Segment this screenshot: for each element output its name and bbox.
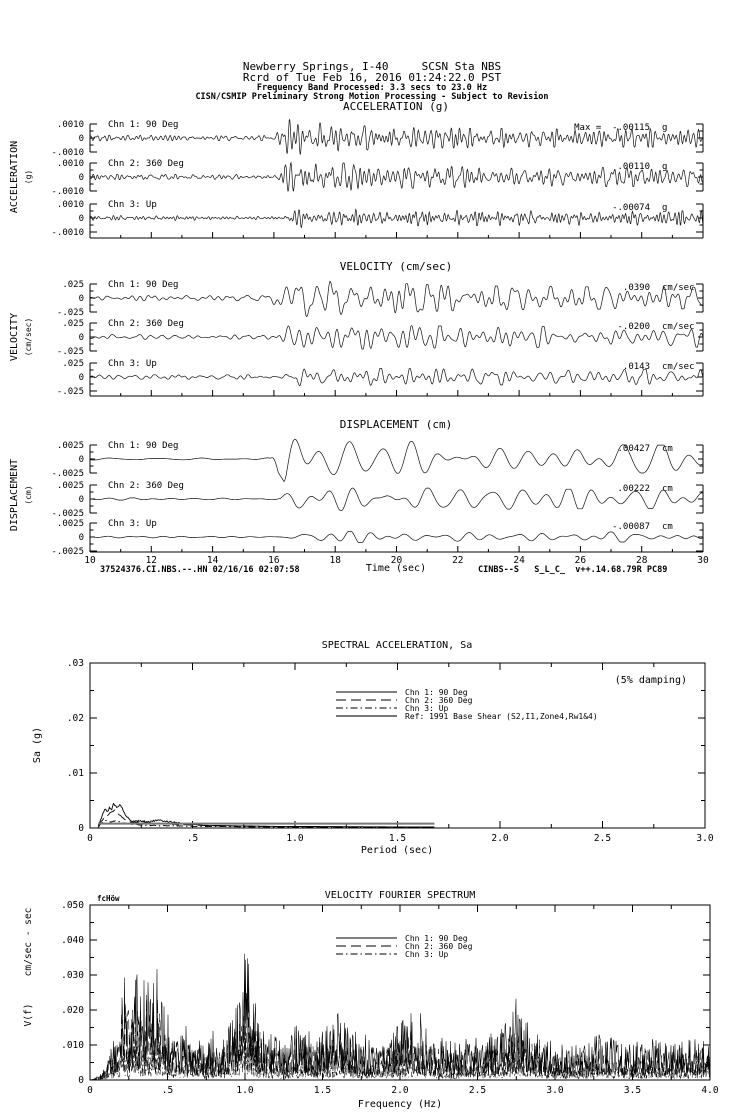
fourier-x-tick-label: 4.0 xyxy=(701,1085,719,1096)
fourier-y-axis-quantity: V(f) xyxy=(23,1003,34,1027)
channel-label: Chn 3: Up xyxy=(108,200,157,210)
velocity-title: VELOCITY (cm/sec) xyxy=(339,260,453,273)
channel-left-axis-bracket xyxy=(90,163,97,191)
y-tick-label: .025 xyxy=(62,319,84,329)
waveform-trace xyxy=(90,282,703,317)
y-tick-label: -.0025 xyxy=(51,547,84,557)
fourier-title: VELOCITY FOURIER SPECTRUM xyxy=(324,890,476,901)
displacement-axis-label: DISPLACEMENT xyxy=(9,458,20,532)
y-tick-label: -.025 xyxy=(56,347,84,357)
sa-spectrum-curve xyxy=(98,810,434,827)
fourier-y-tick-label: .050 xyxy=(61,900,84,911)
peak-unit-label: cm/sec xyxy=(662,283,695,293)
channel-label: Chn 1: 90 Deg xyxy=(108,120,179,130)
peak-value-label: .00222 xyxy=(617,484,650,494)
fourier-y-tick-label: .020 xyxy=(61,1005,84,1016)
fourier-x-tick-label: .5 xyxy=(161,1085,174,1096)
waveform-trace xyxy=(90,439,703,481)
fourier-y-tick-label: .040 xyxy=(61,935,84,946)
legend-label: Chn 3: Up xyxy=(405,950,449,959)
fourier-spectrum-curve xyxy=(90,989,710,1081)
velocity-axis-label: VELOCITY xyxy=(9,312,20,362)
legend-label: Chn 1: 90 Deg xyxy=(405,934,468,943)
fourier-y-tick-label: 0 xyxy=(78,1075,84,1086)
time-tick-label: 14 xyxy=(206,555,219,566)
y-tick-label: .0025 xyxy=(56,441,84,451)
peak-value-label: .00110 xyxy=(617,162,650,172)
channel-label: Chn 2: 360 Deg xyxy=(108,159,184,169)
y-tick-label: .025 xyxy=(62,359,84,369)
channel-label: Chn 2: 360 Deg xyxy=(108,319,184,329)
sa-y-tick-label: .01 xyxy=(66,768,84,779)
channel-right-axis-bracket xyxy=(696,485,703,513)
fourier-y-axis-units: cm/sec - sec xyxy=(23,907,34,977)
peak-unit-label: cm/sec xyxy=(662,362,695,372)
acceleration-axis-unit: (g) xyxy=(24,169,33,185)
peak-unit-label: g xyxy=(662,123,668,133)
y-tick-label: 0 xyxy=(78,173,84,183)
y-tick-label: -.0010 xyxy=(51,228,84,238)
channel-label: Chn 1: 90 Deg xyxy=(108,280,179,290)
time-axis xyxy=(90,546,703,552)
time-tick-label: 24 xyxy=(513,555,525,566)
channel-right-axis-bracket xyxy=(696,363,703,391)
peak-unit-label: cm xyxy=(662,444,673,454)
time-tick-label: 18 xyxy=(329,555,341,566)
fourier-x-tick-label: 2.5 xyxy=(468,1085,487,1096)
displacement-title: DISPLACEMENT (cm) xyxy=(339,418,453,431)
sa-x-axis-label: Period (sec) xyxy=(360,845,434,856)
time-tick-label: 28 xyxy=(635,555,648,566)
channel-label: Chn 2: 360 Deg xyxy=(108,481,184,491)
time-tick-label: 20 xyxy=(390,555,403,566)
time-tick-label: 12 xyxy=(145,555,158,566)
fourier-x-axis-label: Frequency (Hz) xyxy=(357,1099,443,1110)
legend-label: Chn 1: 90 Deg xyxy=(405,688,468,697)
header-band-line: Frequency Band Processed: 3.3 secs to 23.0 Hz xyxy=(256,83,488,93)
sa-x-tick-label: 3.0 xyxy=(696,833,714,844)
time-axis xyxy=(90,390,703,396)
peak-value-label: -.0200 xyxy=(617,322,650,332)
peak-unit-label: g xyxy=(662,162,668,172)
peak-value-label: -.00087 xyxy=(612,522,650,532)
sa-x-tick-label: .5 xyxy=(186,833,199,844)
peak-unit-label: g xyxy=(662,203,668,213)
fourier-y-tick-label: .030 xyxy=(61,970,84,981)
plot-frame xyxy=(90,663,705,828)
y-tick-label: .0025 xyxy=(56,481,84,491)
y-tick-label: .025 xyxy=(62,280,84,290)
peak-unit-label: cm/sec xyxy=(662,322,695,332)
channel-right-axis-bracket xyxy=(696,445,703,473)
sa-x-tick-label: 1.5 xyxy=(388,833,407,844)
time-tick-label: 22 xyxy=(452,555,464,566)
fourier-x-tick-label: 3.0 xyxy=(546,1085,564,1096)
y-tick-label: 0 xyxy=(78,495,84,505)
channel-left-axis-bracket xyxy=(90,124,97,152)
y-tick-label: 0 xyxy=(78,294,84,304)
y-tick-label: 0 xyxy=(78,214,84,224)
acceleration-axis-label: ACCELERATION xyxy=(9,140,20,214)
fourier-corner-freq-note: fcHöw xyxy=(97,894,120,903)
y-tick-label: -.025 xyxy=(56,308,84,318)
y-tick-label: 0 xyxy=(78,333,84,343)
peak-value-label: -.00074 xyxy=(612,203,650,213)
y-tick-label: -.0010 xyxy=(51,187,84,197)
channel-label: Chn 1: 90 Deg xyxy=(108,441,179,451)
sa-x-tick-label: 0 xyxy=(87,833,93,844)
sa-x-tick-label: 2.5 xyxy=(593,833,612,844)
y-tick-label: -.0025 xyxy=(51,509,84,519)
peak-value-label: .00427 xyxy=(617,444,650,454)
y-tick-label: -.025 xyxy=(56,387,84,397)
acceleration-title: ACCELERATION (g) xyxy=(343,100,449,113)
time-axis-label: Time (sec) xyxy=(365,563,427,574)
y-tick-label: 0 xyxy=(78,134,84,144)
sa-y-tick-label: .03 xyxy=(66,658,84,669)
fourier-x-tick-label: 0 xyxy=(87,1085,93,1096)
header-disclaimer-line: CISN/CSMIP Preliminary Strong Motion Processing - Subject to Revision xyxy=(195,92,549,102)
fourier-x-tick-label: 1.5 xyxy=(313,1085,332,1096)
header-record-line: Rcrd of Tue Feb 16, 2016 01:24:22.0 PST xyxy=(242,71,502,84)
legend-label: Chn 3: Up xyxy=(405,704,449,713)
y-tick-label: 0 xyxy=(78,455,84,465)
legend-label: Ref: 1991 Base Shear (S2,I1,Zone4,Rw1&4) xyxy=(405,712,598,721)
waveform-trace xyxy=(90,326,703,349)
legend-label: Chn 2: 360 Deg xyxy=(405,942,473,951)
axis-ticks xyxy=(90,663,705,828)
y-tick-label: 0 xyxy=(78,373,84,383)
time-tick-label: 30 xyxy=(697,555,709,566)
sa-y-tick-label: .02 xyxy=(66,713,84,724)
waveform-trace xyxy=(90,209,703,227)
header-station-line: Newberry Springs, I-40 SCSN Sta NBS xyxy=(242,60,502,73)
peak-value-label: .0390 xyxy=(622,283,650,293)
y-tick-label: 0 xyxy=(78,533,84,543)
peak-value-label: .0143 xyxy=(622,362,650,372)
y-tick-label: -.0010 xyxy=(51,148,84,158)
waveform-trace xyxy=(90,368,703,385)
sa-x-tick-label: 2.0 xyxy=(491,833,509,844)
fourier-y-tick-label: .010 xyxy=(61,1040,84,1051)
y-tick-label: .0025 xyxy=(56,519,84,529)
channel-label: Chn 3: Up xyxy=(108,519,157,529)
fourier-x-tick-label: 2.0 xyxy=(391,1085,409,1096)
record-id-footer: 37524376.CI.NBS.--.HN 02/16/16 02:07:58 xyxy=(100,565,300,575)
sa-x-tick-label: 1.0 xyxy=(286,833,304,844)
sa-damping-note: (5% damping) xyxy=(614,675,687,686)
fourier-x-tick-label: 1.0 xyxy=(236,1085,254,1096)
channel-left-axis-bracket xyxy=(90,445,97,473)
y-tick-label: -.0025 xyxy=(51,469,84,479)
velocity-axis-unit: (cm/sec) xyxy=(24,317,33,357)
peak-unit-label: cm xyxy=(662,522,673,532)
y-tick-label: .0010 xyxy=(56,200,84,210)
waveform-trace xyxy=(90,532,703,543)
time-tick-label: 10 xyxy=(84,555,96,566)
sa-title: SPECTRAL ACCELERATION, Sa xyxy=(321,640,473,651)
displacement-axis-unit: (cm) xyxy=(24,485,33,505)
y-tick-label: .0010 xyxy=(56,120,84,130)
peak-unit-label: cm xyxy=(662,484,673,494)
time-tick-label: 16 xyxy=(268,555,280,566)
waveform-trace xyxy=(90,488,703,511)
peak-value-label: Max = -.00115 xyxy=(574,123,650,133)
time-tick-label: 26 xyxy=(574,555,587,566)
processing-code-footer: CINBS--S S_L_C_ v++.14.68.79R PC89 xyxy=(478,565,668,575)
channel-label: Chn 3: Up xyxy=(108,359,157,369)
legend-label: Chn 2: 360 Deg xyxy=(405,696,473,705)
sa-y-axis-label: Sa (g) xyxy=(32,726,43,764)
sa-y-tick-label: 0 xyxy=(78,823,84,834)
fourier-x-tick-label: 3.5 xyxy=(623,1085,642,1096)
y-tick-label: .0010 xyxy=(56,159,84,169)
time-axis xyxy=(90,232,703,238)
